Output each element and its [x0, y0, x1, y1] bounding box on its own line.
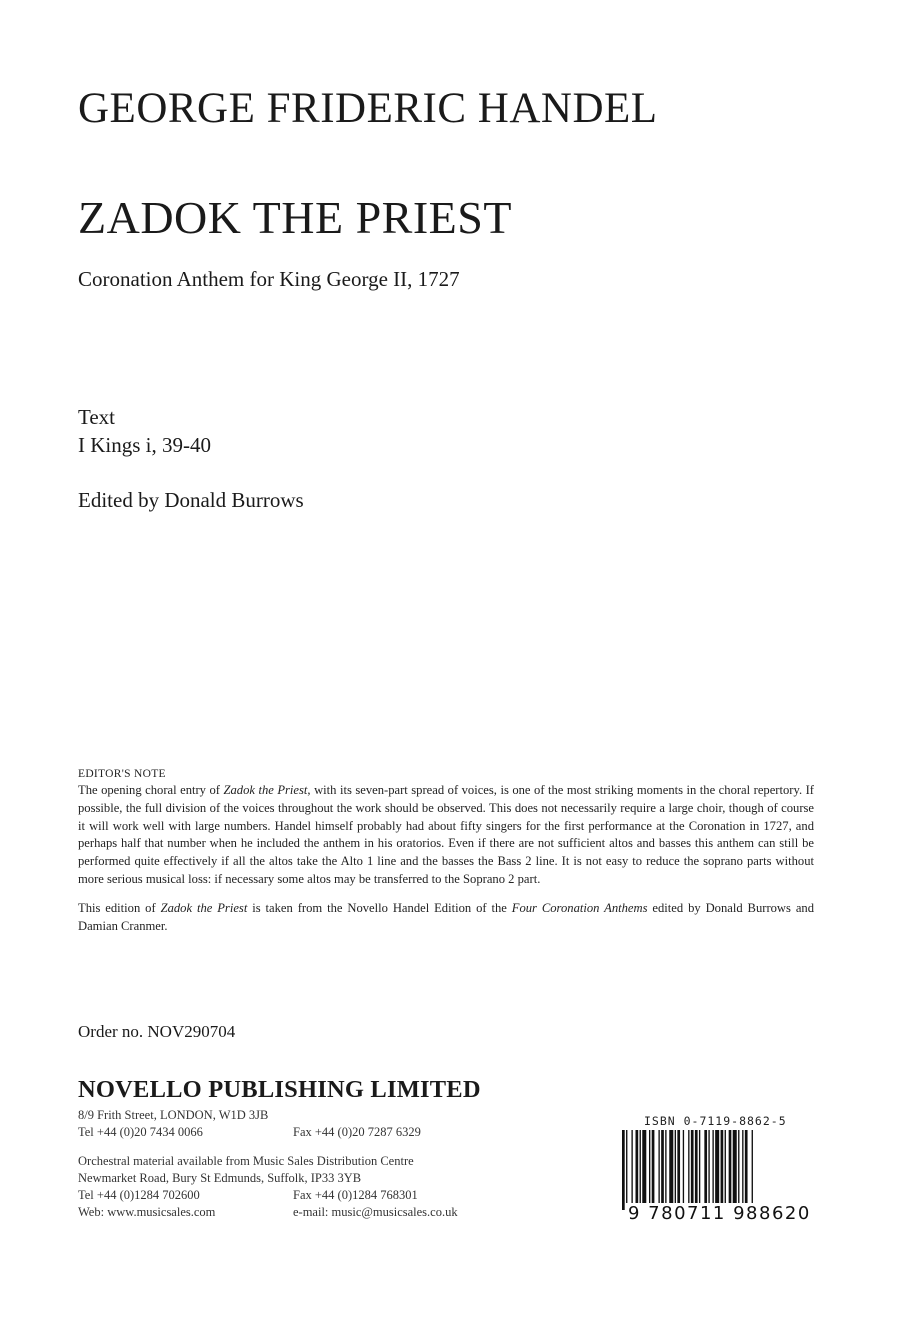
- publisher-tel: Tel +44 (0)20 7434 0066: [78, 1125, 203, 1139]
- distribution-email: e-mail: music@musicsales.co.uk: [293, 1205, 458, 1219]
- note-text: edited by Donald Burrows and Damian Cranmer.: [78, 900, 815, 933]
- barcode-bar: [622, 1130, 625, 1210]
- editors-note-heading: EDITOR'S NOTE: [78, 768, 166, 780]
- barcode-bar: [691, 1130, 694, 1210]
- barcode-bar: [688, 1130, 689, 1210]
- distribution-line-2: Newmarket Road, Bury St Edmunds, Suffolk, IP33 3YB: [78, 1171, 362, 1185]
- note-text: This edition of: [78, 900, 161, 915]
- barcode-bar: [658, 1130, 659, 1210]
- edition-source-paragraph: [78, 900, 814, 936]
- barcode-bar: [649, 1130, 650, 1210]
- barcode-bar: [669, 1130, 673, 1210]
- editor-credit: Edited by Donald Burrows: [78, 488, 304, 512]
- barcode-bar: [745, 1130, 748, 1210]
- barcode-bar: [733, 1130, 737, 1210]
- editors-note: [78, 767, 814, 935]
- publisher-fax: Fax +44 (0)20 7287 6329: [293, 1125, 421, 1139]
- barcode-bar: [652, 1130, 655, 1210]
- barcode-bar: [729, 1130, 732, 1210]
- editors-note-paragraph: [78, 782, 814, 889]
- barcode-bar: [661, 1130, 664, 1210]
- barcode-bar: [683, 1130, 684, 1210]
- distribution-fax: Fax +44 (0)1284 768301: [293, 1188, 418, 1202]
- barcode-bar: [699, 1130, 700, 1210]
- barcode-bar: [712, 1130, 713, 1210]
- barcode-bar: [721, 1130, 724, 1210]
- note-collection-title: Four Coronation Anthems: [511, 900, 648, 915]
- work-title: ZADOK THE PRIEST: [78, 192, 512, 243]
- barcode-bar: [665, 1130, 666, 1210]
- barcode-bar: [704, 1130, 707, 1210]
- barcode-bar: [752, 1130, 753, 1210]
- publisher-address: 8/9 Frith Street, LONDON, W1D 3JB: [78, 1108, 269, 1122]
- composer-name: GEORGE FRIDERIC HANDEL: [78, 85, 658, 132]
- barcode-bar: [640, 1130, 641, 1210]
- isbn-label: ISBN 0-7119-8862-5: [644, 1114, 787, 1128]
- note-work-title: Zadok the Priest: [160, 900, 248, 915]
- work-subtitle: Coronation Anthem for King George II, 1727: [78, 267, 460, 291]
- barcode-bar: [636, 1130, 639, 1210]
- order-number: Order no. NOV290704: [78, 1022, 236, 1041]
- publisher-name: NOVELLO PUBLISHING LIMITED: [78, 1076, 481, 1103]
- distribution-web: Web: www.musicsales.com: [78, 1205, 216, 1219]
- barcode-bar: [677, 1130, 680, 1210]
- barcode-bar: [742, 1130, 743, 1210]
- barcode-bar: [675, 1130, 676, 1210]
- barcode-bar: [725, 1130, 726, 1210]
- barcode-bar: [738, 1130, 739, 1210]
- barcode-bar: [642, 1130, 646, 1210]
- barcode-bar: [708, 1130, 709, 1210]
- text-label: Text: [78, 405, 116, 429]
- barcode-bar: [695, 1130, 698, 1210]
- note-text: The opening choral entry of: [78, 783, 224, 797]
- distribution-tel: Tel +44 (0)1284 702600: [78, 1188, 200, 1202]
- barcode-bar: [631, 1130, 632, 1210]
- note-text: is taken from the Novello Handel Edition of the: [247, 900, 512, 915]
- text-source: I Kings i, 39-40: [78, 433, 211, 457]
- note-work-title: Zadok the Priest: [223, 783, 308, 797]
- barcode-bar: [626, 1130, 627, 1210]
- barcode-bar: [715, 1130, 719, 1210]
- barcode-number: 9 780711 988620: [628, 1203, 811, 1224]
- note-text: , with its seven-part spread of voices, is one of the most striking moments in the choral repertory. If possible, the full division of the voices throughout the work should be observed. This does not necessarily require a large choir, though of course it will work well with large numbers. Handel himself probably had about fifty singers for the first performance at the Coronation in 1727, and perhaps half that number when he included the anthem in his oratorios. Even if there are not sufficient altos and basses this anthem can still be performed quite effectively if all the altos take the Alto 1 line and the basses the Bass 2 line. It is not easy to reduce the soprano parts without more serious musical loss: if necessary some altos may be transferred to the Soprano 2 part.: [78, 783, 815, 886]
- distribution-line-1: Orchestral material available from Music Sales Distribution Centre: [78, 1154, 414, 1168]
- barcode-bars: [620, 1130, 810, 1210]
